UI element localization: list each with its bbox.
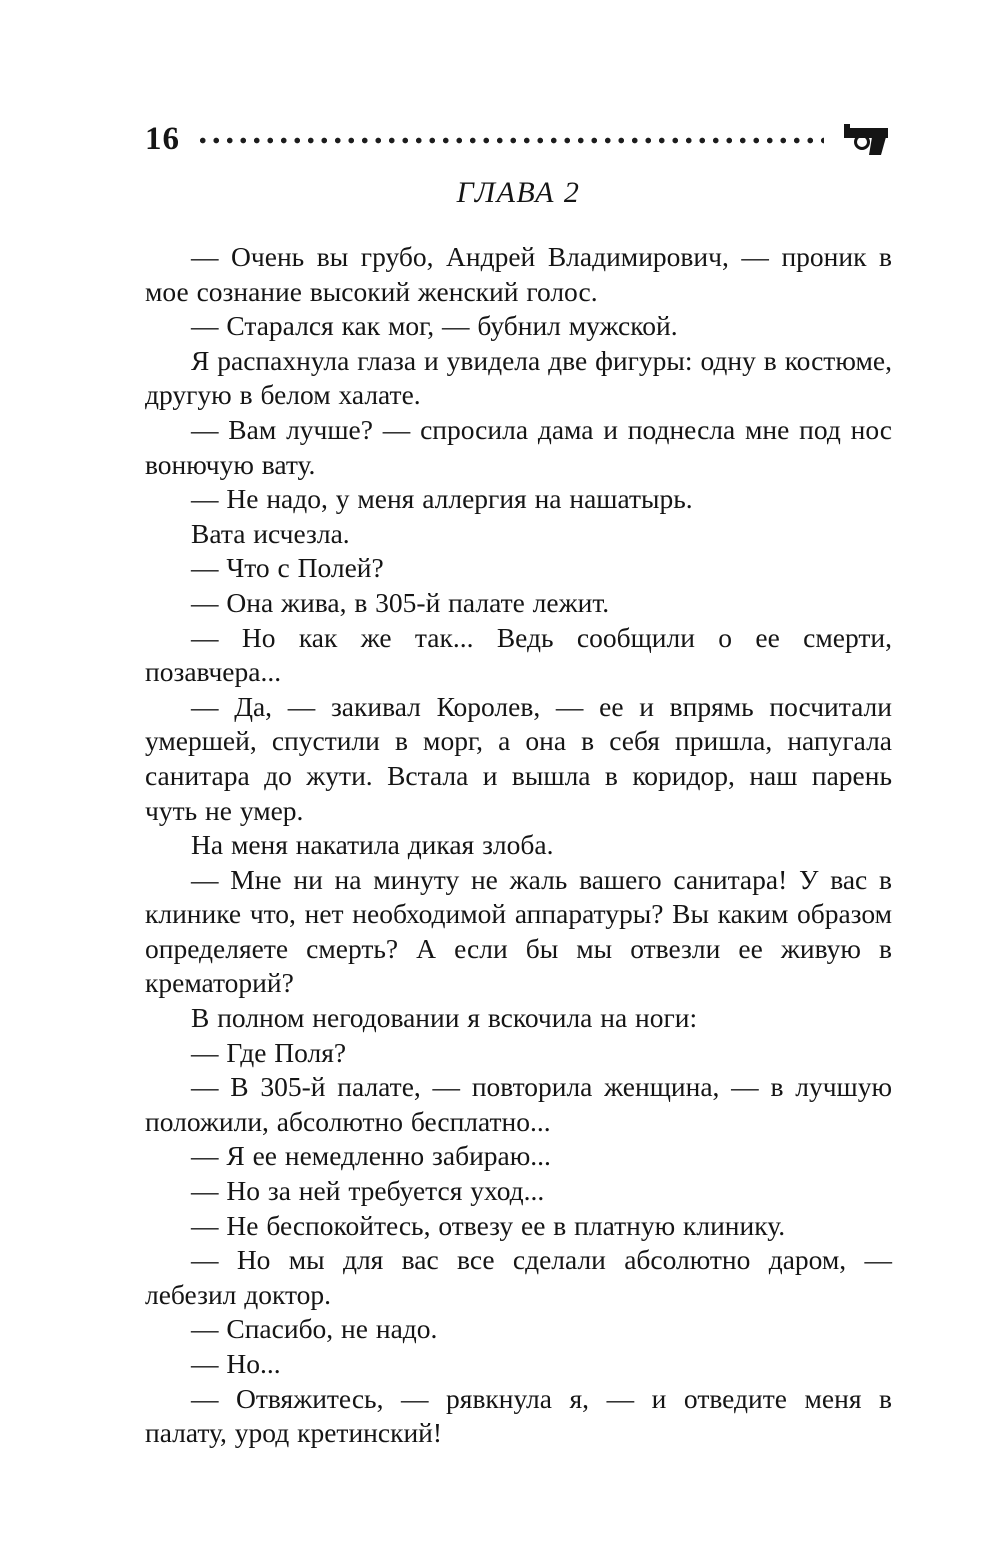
page-number: 16 xyxy=(145,120,180,157)
paragraph: — Но мы для вас все сделали абсолютно даром, — лебезил доктор. xyxy=(145,1244,892,1310)
paragraph: Я распахнула глаза и увидела две фигуры: одну в костюме, другую в белом халате. xyxy=(145,344,892,411)
paragraph: — Но как же так... Ведь сообщили о ее смерти, позавчера... xyxy=(145,621,892,688)
paragraph: — Но за ней требуется уход... xyxy=(191,1175,545,1207)
paragraph: В полном негодовании я вскочила на ноги: xyxy=(191,1002,698,1034)
paragraph: — Очень вы грубо, Андрей Владимирович, — проник в мое сознание высокий женский голос. xyxy=(145,241,892,307)
paragraph: — В 305-й палате, — повторила женщина, — в лучшую положили, абсолютно бесплатно... xyxy=(145,1071,892,1137)
gun-icon xyxy=(840,122,892,156)
paragraph: — Мне ни на минуту не жаль вашего санитара! У вас в клинике что, нет необходимой аппаратуры? Вы каким образом определяете смерть? А если бы мы отвезли ее живую в крематорий? xyxy=(145,863,892,999)
paragraph: — Вам лучше? — спросила дама и поднесла мне под нос вонючую вату. xyxy=(145,413,892,480)
paragraph: — Старался как мог, — бубнил мужской. xyxy=(191,310,678,342)
page-header xyxy=(145,118,892,160)
paragraph: — Где Поля? xyxy=(191,1036,347,1068)
paragraph: — Она жива, в 305-й палате лежит. xyxy=(191,586,610,618)
paragraph: — Я ее немедленно забираю... xyxy=(191,1140,551,1172)
paragraph: — Да, — закивал Королев, — ее и впрямь посчитали умершей, спустили в морг, а она в себя пришла, напугала санитара до жути. Встала и вышла в коридор, наш парень чуть не умер. xyxy=(145,690,892,826)
paragraph: — Не беспокойтесь, отвезу ее в платную клинику. xyxy=(191,1209,786,1241)
chapter-title: ГЛАВА 2 xyxy=(456,176,581,209)
text-body xyxy=(145,240,892,1451)
paragraph: Вата исчезла. xyxy=(191,517,350,549)
paragraph: На меня накатила дикая злоба. xyxy=(191,829,554,861)
paragraph: — Отвяжитесь, — рявкнула я, — и отведите меня в палату, урод кретинский! xyxy=(145,1382,892,1449)
dotted-leader-divider xyxy=(196,137,824,144)
paragraph: — Спасибо, не надо. xyxy=(191,1313,438,1345)
paragraph: — Что с Полей? xyxy=(191,552,384,584)
paragraph: — Но... xyxy=(191,1348,281,1379)
paragraph: — Не надо, у меня аллергия на нашатырь. xyxy=(191,483,693,515)
